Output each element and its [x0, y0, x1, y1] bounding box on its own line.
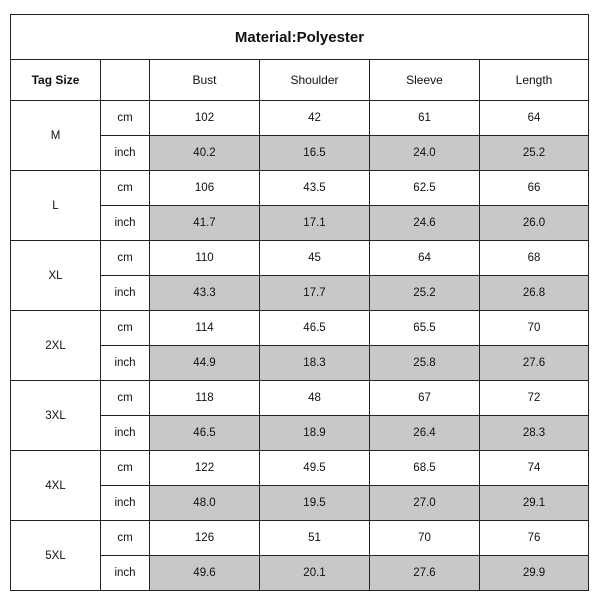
header-row — [11, 60, 589, 101]
length-value: 29.9 — [480, 556, 589, 591]
sleeve-value: 67 — [370, 381, 480, 416]
table-row — [11, 521, 589, 556]
unit-header — [101, 60, 150, 101]
shoulder-value: 49.5 — [260, 451, 370, 486]
shoulder-value: 48 — [260, 381, 370, 416]
bust-value: 102 — [150, 101, 260, 136]
unit-label: cm — [101, 521, 150, 556]
length-value: 29.1 — [480, 486, 589, 521]
table-row — [11, 241, 589, 276]
length-value: 72 — [480, 381, 589, 416]
size-label: 4XL — [11, 451, 101, 521]
title-row — [11, 15, 589, 60]
unit-label: inch — [101, 276, 150, 311]
size-label: M — [11, 101, 101, 171]
bust-value: 110 — [150, 241, 260, 276]
sleeve-value: 25.2 — [370, 276, 480, 311]
sleeve-header: Sleeve — [370, 60, 480, 101]
sleeve-value: 70 — [370, 521, 480, 556]
bust-value: 46.5 — [150, 416, 260, 451]
unit-label: cm — [101, 451, 150, 486]
unit-label: cm — [101, 311, 150, 346]
shoulder-value: 45 — [260, 241, 370, 276]
shoulder-value: 18.9 — [260, 416, 370, 451]
length-value: 64 — [480, 101, 589, 136]
unit-label: inch — [101, 486, 150, 521]
length-value: 74 — [480, 451, 589, 486]
length-value: 70 — [480, 311, 589, 346]
length-value: 27.6 — [480, 346, 589, 381]
unit-label: inch — [101, 556, 150, 591]
unit-label: cm — [101, 171, 150, 206]
shoulder-value: 18.3 — [260, 346, 370, 381]
sleeve-value: 64 — [370, 241, 480, 276]
bust-value: 43.3 — [150, 276, 260, 311]
sleeve-value: 24.6 — [370, 206, 480, 241]
shoulder-value: 43.5 — [260, 171, 370, 206]
shoulder-value: 42 — [260, 101, 370, 136]
sleeve-value: 27.0 — [370, 486, 480, 521]
table-row — [11, 451, 589, 486]
size-chart-table — [10, 14, 589, 591]
shoulder-value: 51 — [260, 521, 370, 556]
size-chart-body — [11, 15, 589, 591]
bust-value: 122 — [150, 451, 260, 486]
unit-label: inch — [101, 346, 150, 381]
sleeve-value: 61 — [370, 101, 480, 136]
length-value: 68 — [480, 241, 589, 276]
tag-size-header: Tag Size — [11, 60, 101, 101]
unit-label: cm — [101, 101, 150, 136]
table-row — [11, 101, 589, 136]
unit-label: cm — [101, 381, 150, 416]
table-row — [11, 381, 589, 416]
shoulder-value: 46.5 — [260, 311, 370, 346]
sleeve-value: 65.5 — [370, 311, 480, 346]
length-value: 26.8 — [480, 276, 589, 311]
sleeve-value: 26.4 — [370, 416, 480, 451]
sleeve-value: 27.6 — [370, 556, 480, 591]
size-label: L — [11, 171, 101, 241]
unit-label: inch — [101, 416, 150, 451]
length-value: 26.0 — [480, 206, 589, 241]
shoulder-value: 16.5 — [260, 136, 370, 171]
shoulder-value: 17.7 — [260, 276, 370, 311]
bust-header: Bust — [150, 60, 260, 101]
unit-label: inch — [101, 206, 150, 241]
length-value: 28.3 — [480, 416, 589, 451]
bust-value: 48.0 — [150, 486, 260, 521]
shoulder-value: 20.1 — [260, 556, 370, 591]
length-value: 25.2 — [480, 136, 589, 171]
bust-value: 106 — [150, 171, 260, 206]
sleeve-value: 62.5 — [370, 171, 480, 206]
size-label: 5XL — [11, 521, 101, 591]
bust-value: 41.7 — [150, 206, 260, 241]
shoulder-value: 17.1 — [260, 206, 370, 241]
shoulder-header: Shoulder — [260, 60, 370, 101]
size-label: 2XL — [11, 311, 101, 381]
sleeve-value: 25.8 — [370, 346, 480, 381]
bust-value: 49.6 — [150, 556, 260, 591]
size-label: XL — [11, 241, 101, 311]
sleeve-value: 68.5 — [370, 451, 480, 486]
length-value: 66 — [480, 171, 589, 206]
table-row — [11, 311, 589, 346]
bust-value: 114 — [150, 311, 260, 346]
length-header: Length — [480, 60, 589, 101]
bust-value: 40.2 — [150, 136, 260, 171]
bust-value: 118 — [150, 381, 260, 416]
unit-label: inch — [101, 136, 150, 171]
sleeve-value: 24.0 — [370, 136, 480, 171]
length-value: 76 — [480, 521, 589, 556]
bust-value: 126 — [150, 521, 260, 556]
unit-label: cm — [101, 241, 150, 276]
material-title: Material:Polyester — [11, 15, 589, 60]
shoulder-value: 19.5 — [260, 486, 370, 521]
bust-value: 44.9 — [150, 346, 260, 381]
table-row — [11, 171, 589, 206]
size-label: 3XL — [11, 381, 101, 451]
